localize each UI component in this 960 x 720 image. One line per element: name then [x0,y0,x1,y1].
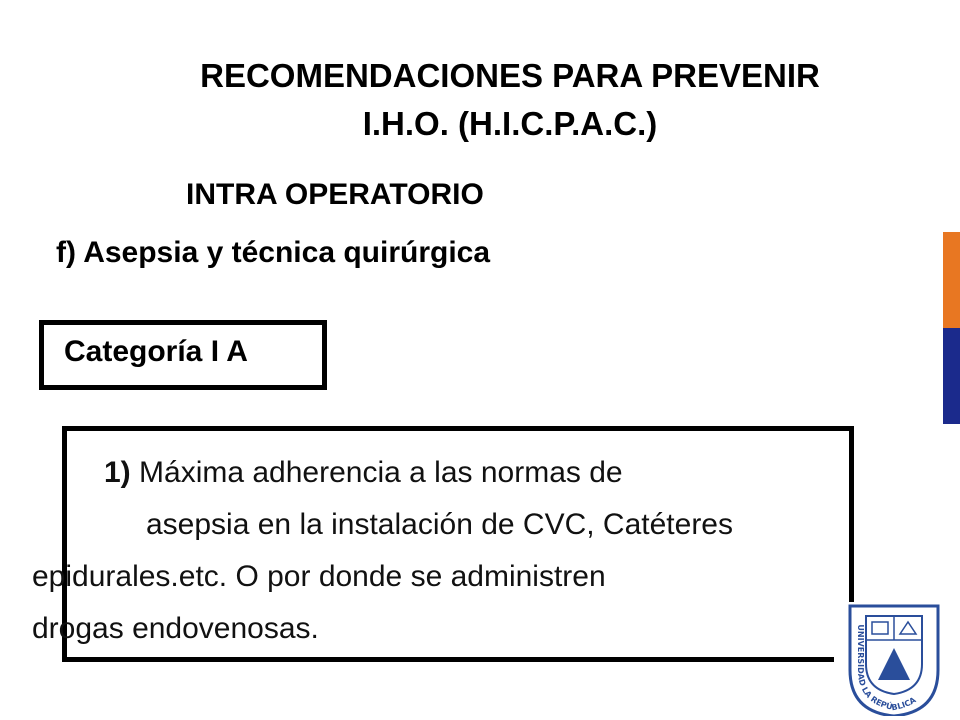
university-crest-icon [846,600,942,716]
recommendation-line-2: asepsia en la instalación de CVC, Catéteres [146,508,733,541]
recommendation-box-bottom-edge [62,657,834,662]
recommendation-line-3: epidurales.etc. O por donde se administren [32,560,606,593]
slide-title-line-2: I.H.O. (H.I.C.P.A.C.) [362,105,658,142]
slide-title [120,52,900,148]
subsection-heading: f) Asepsia y técnica quirúrgica [56,236,491,269]
recommendation-line-1 [32,447,932,499]
recommendation-number: 1) [104,456,131,489]
recommendation-line-1-text: Máxima adherencia a las normas de [130,456,623,489]
section-heading: INTRA OPERATORIO [186,178,484,211]
accent-bar-orange [943,232,960,328]
recommendation-text [32,447,932,655]
slide-title-line-1: RECOMENDACIONES PARA PREVENIR [200,57,820,94]
category-label: Categoría I A [64,335,248,368]
recommendation-box-top-edge [62,426,854,431]
accent-bar-blue [943,328,960,424]
recommendation-line-4: drogas endovenosas. [32,612,319,645]
crest-text-path: UNIVERSIDAD LA REPÚBLICA [855,624,918,713]
